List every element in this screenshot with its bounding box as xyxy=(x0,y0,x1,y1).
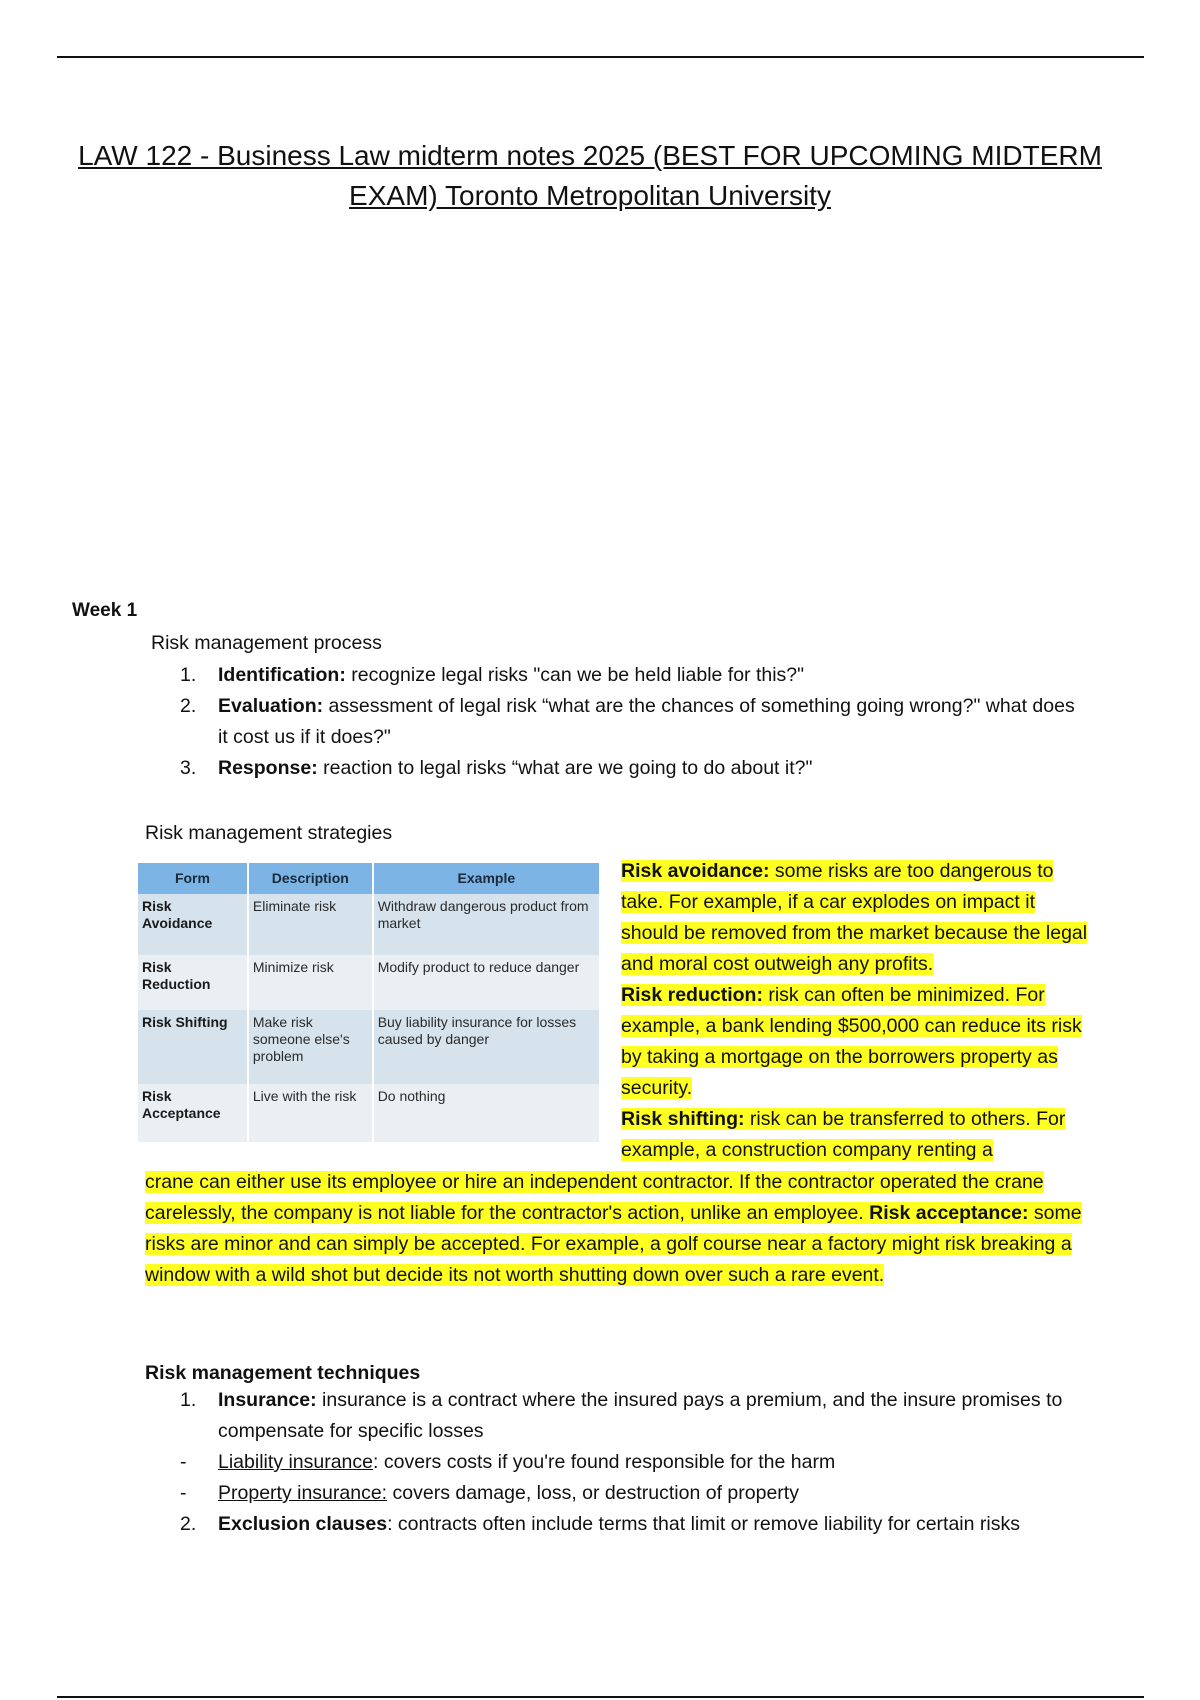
list-term: Identification: xyxy=(218,664,346,686)
table-header-form: Form xyxy=(138,863,248,894)
paragraph-text: risk can be transferred to others. For example, a construction company renting a xyxy=(621,1108,1066,1161)
paragraph-text: risk can often be minimized. For example, a bank lending $500,000 can reduce its risk by taking a mortgage on the borrowers property as security. xyxy=(621,984,1082,1099)
table-cell: Risk Reduction xyxy=(138,955,248,1010)
table-cell: Withdraw dangerous product from market xyxy=(373,894,600,955)
table-cell: Do nothing xyxy=(373,1084,600,1142)
process-item-evaluation xyxy=(180,691,1080,753)
risk-reduction-paragraph xyxy=(621,980,1091,1104)
week-heading: Week 1 xyxy=(72,600,138,621)
list-text: insurance is a contract where the insured pays a premium, and the insure promises to compensate for specific losses xyxy=(218,1389,1063,1442)
paragraph-term: Risk shifting: xyxy=(621,1108,745,1130)
table-row xyxy=(138,1084,600,1142)
table-row xyxy=(138,894,600,955)
strategies-side-text xyxy=(621,856,1091,1166)
list-term: Liability insurance xyxy=(218,1451,374,1473)
paragraph-term: Risk acceptance: xyxy=(869,1202,1029,1224)
technique-item-exclusion-clauses xyxy=(180,1509,1080,1540)
strategies-continued-text xyxy=(145,1167,1095,1291)
list-term: Property insurance: xyxy=(218,1482,388,1504)
list-text: assessment of legal risk “what are the chances of something going wrong?" what does it cost us if it does?" xyxy=(218,695,1075,748)
table-cell: Minimize risk xyxy=(248,955,373,1010)
list-text: recognize legal risks "can we be held liable for this?" xyxy=(345,664,805,686)
list-text: : covers costs if you're found responsible for the harm xyxy=(373,1451,836,1473)
list-number: 2. xyxy=(180,695,197,717)
continued-paragraph xyxy=(145,1167,1095,1291)
table-cell: Risk Avoidance xyxy=(138,894,248,955)
risk-shifting-paragraph xyxy=(621,1104,1091,1166)
list-text: : contracts often include terms that limit or remove liability for certain risks xyxy=(387,1513,1020,1535)
table-cell: Risk Shifting xyxy=(138,1010,248,1084)
table-cell: Modify product to reduce danger xyxy=(373,955,600,1010)
paragraph-term: Risk reduction: xyxy=(621,984,763,1006)
table-cell: Buy liability insurance for losses caused by danger xyxy=(373,1010,600,1084)
list-term: Insurance: xyxy=(218,1389,317,1411)
table-header-description: Description xyxy=(248,863,373,894)
document-title: LAW 122 - Business Law midterm notes 2025 (BEST FOR UPCOMING MIDTERM EXAM) Toronto Metropolitan University xyxy=(78,140,1102,211)
technique-item-insurance xyxy=(180,1385,1080,1447)
table-cell: Risk Acceptance xyxy=(138,1084,248,1142)
list-number: 2. xyxy=(180,1513,197,1535)
dash-bullet: - xyxy=(180,1482,187,1504)
process-item-identification xyxy=(180,660,1080,691)
list-number: 3. xyxy=(180,757,197,779)
sub-item-property-insurance xyxy=(180,1478,1080,1509)
list-term: Response: xyxy=(218,757,318,779)
strategies-heading: Risk management strategies xyxy=(145,822,393,844)
risk-avoidance-paragraph xyxy=(621,856,1091,980)
list-text: covers damage, loss, or destruction of property xyxy=(387,1482,799,1504)
table-row xyxy=(138,1010,600,1084)
list-text: reaction to legal risks “what are we going to do about it?" xyxy=(317,757,813,779)
process-heading: Risk management process xyxy=(151,632,382,654)
risk-strategies-table xyxy=(138,863,601,1142)
table-row xyxy=(138,955,600,1010)
sub-item-liability-insurance xyxy=(180,1447,1080,1478)
paragraph-text: some risks are minor and can simply be accepted. For example, a golf course near a factory might risk breaking a window with a wild shot but decide its not worth shutting down over such a rare event. xyxy=(145,1202,1082,1286)
paragraph-term: Risk avoidance: xyxy=(621,860,770,882)
paragraph-text: crane can either use its employee or hire an independent contractor. If the contractor operated the crane carelessly, the company is not liable for the contractor's action, unlike an employee. xyxy=(145,1171,1044,1224)
dash-bullet: - xyxy=(180,1451,187,1473)
techniques-heading: Risk management techniques xyxy=(145,1362,421,1384)
paragraph-text: some risks are too dangerous to take. For example, if a car explodes on impact it should be removed from the market because the legal and moral cost outweigh any profits. xyxy=(621,860,1088,975)
list-term: Evaluation: xyxy=(218,695,324,717)
bottom-rule xyxy=(57,1696,1144,1698)
table-cell: Eliminate risk xyxy=(248,894,373,955)
table-cell: Make risk someone else's problem xyxy=(248,1010,373,1084)
process-item-response xyxy=(180,753,1080,784)
techniques-list xyxy=(180,1385,1080,1540)
top-rule xyxy=(57,56,1144,58)
table-header-example: Example xyxy=(373,863,600,894)
list-number: 1. xyxy=(180,1389,197,1411)
process-list xyxy=(180,660,1080,784)
list-number: 1. xyxy=(180,664,197,686)
list-term: Exclusion clauses xyxy=(218,1513,388,1535)
table-cell: Live with the risk xyxy=(248,1084,373,1142)
